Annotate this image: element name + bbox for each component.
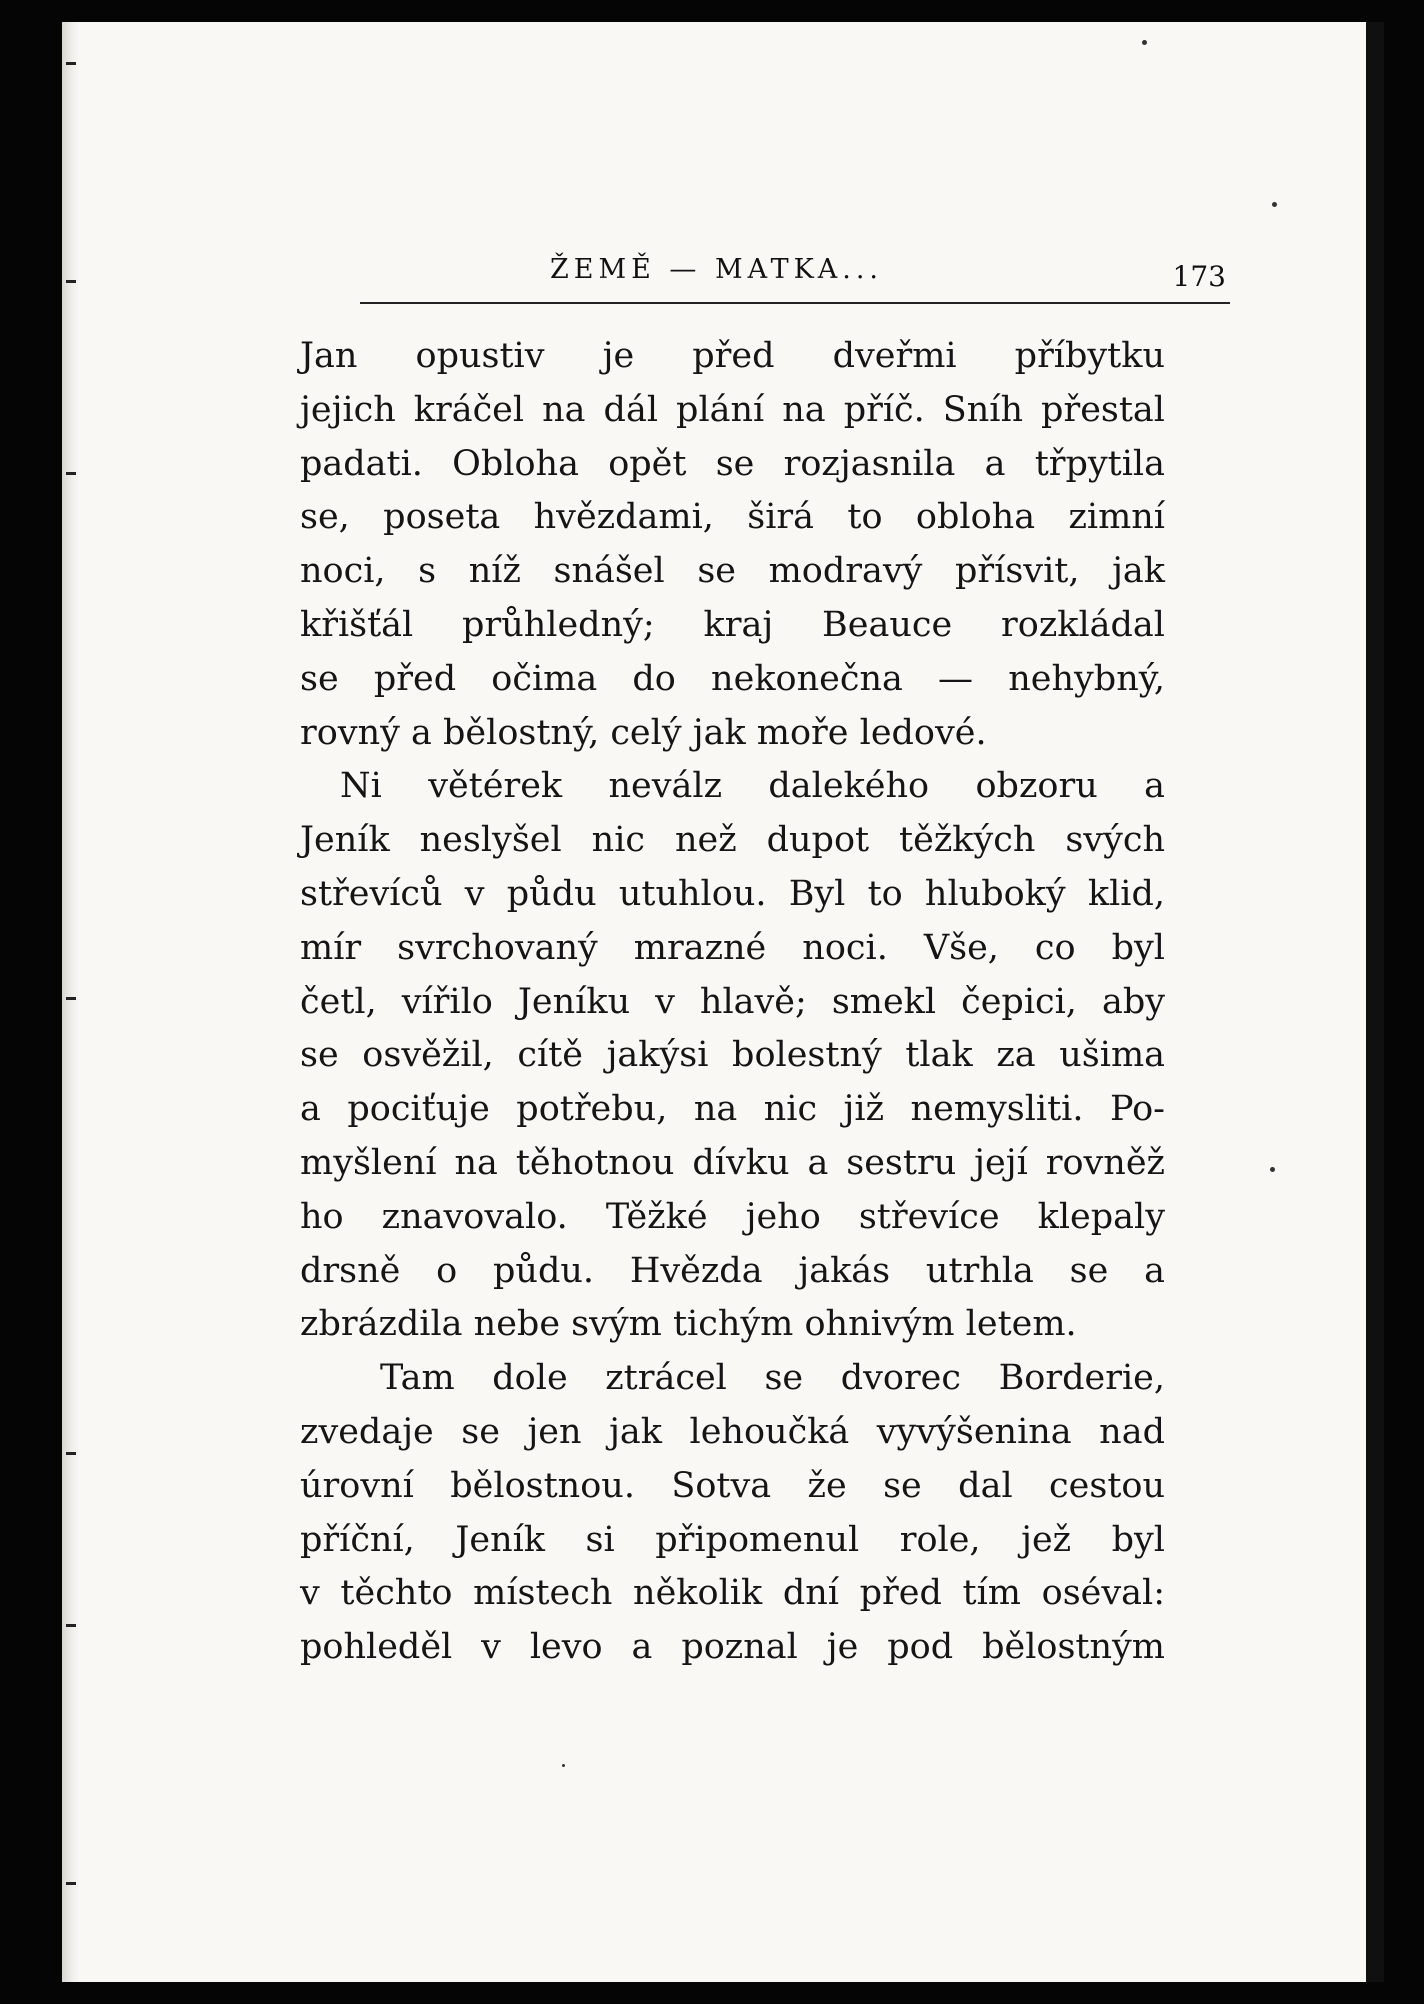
text-line: střevíců v půdu utuhlou. Byl to hluboký klid, xyxy=(300,873,1165,914)
gutter-mark xyxy=(66,1624,76,1627)
paper-speck xyxy=(1142,40,1147,45)
paragraph xyxy=(300,330,1165,760)
text-line: Ni větérek neválz dalekého obzoru a xyxy=(340,766,1165,807)
text-line: příční, Jeník si připomenul role, jež byl xyxy=(300,1519,1165,1560)
text-line: se, poseta hvězdami, širá to obloha zimní xyxy=(300,497,1165,538)
text-line: Tam dole ztrácel se dvorec Borderie, xyxy=(380,1358,1165,1399)
text-line: v těchto místech několik dní před tím oséval: xyxy=(300,1573,1165,1614)
text-line: zbrázdila nebe svým tichým ohnivým letem. xyxy=(300,1304,1077,1345)
text-line: pohleděl v levo a poznal je pod bělostným xyxy=(300,1627,1165,1668)
gutter-mark xyxy=(66,472,76,475)
text-line: Jan opustiv je před dveřmi příbytku xyxy=(300,336,1165,376)
text-line: se před očima do nekonečna — nehybný, xyxy=(300,658,1165,699)
text-line: a pociťuje potřebu, na nic již nemysliti. Po- xyxy=(300,1089,1165,1130)
paragraph xyxy=(300,760,1165,1352)
gutter-mark xyxy=(66,1882,76,1885)
text-line: úrovní bělostnou. Sotva že se dal cestou xyxy=(300,1465,1165,1506)
text-line: se osvěžil, cítě jakýsi bolestný tlak za ušima xyxy=(300,1035,1165,1076)
text-line: zvedaje se jen jak lehoučká vyvýšenina nad xyxy=(300,1411,1165,1452)
gutter-mark xyxy=(66,280,76,283)
gutter-mark xyxy=(66,997,76,1000)
text-line: drsně o půdu. Hvězda jakás utrhla se a xyxy=(300,1250,1165,1291)
gutter-mark xyxy=(66,62,76,65)
header-rule xyxy=(360,302,1230,304)
page-gutter xyxy=(62,22,80,1982)
text-line: myšlení na těhotnou dívku a sestru její rovněž xyxy=(300,1142,1165,1183)
text-line: padati. Obloha opět se rozjasnila a třpytila xyxy=(300,443,1165,484)
text-line: křišťál průhledný; kraj Beauce rozkládal xyxy=(300,604,1165,645)
gutter-mark xyxy=(66,1452,76,1455)
page-number: 173 xyxy=(1172,260,1226,293)
paragraph xyxy=(300,1352,1165,1675)
running-head xyxy=(300,232,1240,292)
paper-speck xyxy=(562,1764,565,1767)
text-line: četl, vířilo Jeníku v hlavě; smekl čepici, aby xyxy=(300,981,1165,1022)
paper-speck xyxy=(1270,1167,1275,1172)
text-line: jejich kráčel na dál plání na příč. Sníh přestal xyxy=(300,389,1165,430)
text-line: rovný a bělostný, celý jak moře ledové. xyxy=(300,712,987,753)
running-head-title: ŽEMĚ — MATKA... xyxy=(550,254,883,285)
text-line: ho znavovalo. Těžké jeho střevíce klepaly xyxy=(300,1196,1165,1237)
text-line: mír svrchovaný mrazné noci. Vše, co byl xyxy=(300,927,1165,968)
text-line: Jeník neslyšel nic než dupot těžkých svých xyxy=(300,820,1165,861)
paper-speck xyxy=(1272,202,1277,207)
text-line: noci, s níž snášel se modravý přísvit, jak xyxy=(300,551,1165,592)
body-text xyxy=(300,330,1165,1675)
